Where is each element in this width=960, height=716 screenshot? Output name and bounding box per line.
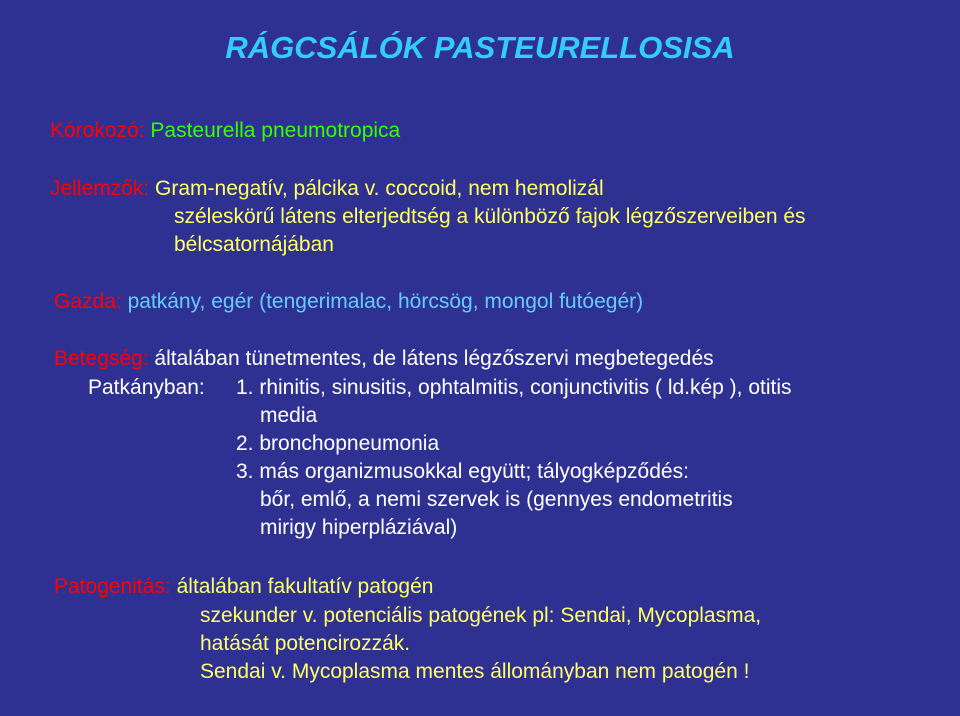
jellemzok-line-1 (50, 176, 604, 202)
betegseg-item-1-cont: media (260, 404, 318, 427)
betegseg-item-3-cont-2: mirigy hiperpláziával) (260, 516, 458, 539)
gazda-label: Gazda: (54, 290, 122, 313)
patogenitas-text-1: általában fakultatív patogén (176, 575, 434, 598)
gazda-line (54, 289, 643, 315)
korokozo-label: Kórokozó: (50, 119, 145, 142)
patogenitas-text-4: Sendai v. Mycoplasma mentes állományban nem patogén ! (200, 660, 750, 683)
patogenitas-text-3: hatását potencirozzák. (200, 632, 411, 655)
patogenitas-line-1 (54, 574, 433, 600)
betegseg-item-2: 2. bronchopneumonia (236, 432, 440, 455)
jellemzok-text-3: bélcsatornájában (174, 233, 334, 256)
betegseg-item-3-cont-1: bőr, emlő, a nemi szervek is (gennyes endometritis (260, 488, 733, 511)
betegseg-line (54, 346, 714, 372)
betegseg-item-1: 1. rhinitis, sinusitis, ophtalmitis, conjunctivitis ( ld.kép ), otitis (236, 376, 792, 399)
korokozo-value: Pasteurella pneumotropica (150, 119, 401, 142)
patogenitas-text-2: szekunder v. potenciális patogének pl: Sendai, Mycoplasma, (200, 604, 762, 627)
betegseg-value: általában tünetmentes, de látens légzőszervi megbetegedés (154, 347, 714, 370)
betegseg-item-3: 3. más organizmusokkal együtt; tályogképződés: (236, 460, 689, 483)
slide-title: RÁGCSÁLÓK PASTEURELLOSISA (225, 30, 735, 65)
jellemzok-text-2: széleskörű látens elterjedtség a különböző fajok légzőszerveiben és (174, 205, 806, 228)
jellemzok-label: Jellemzők: (50, 177, 150, 200)
gazda-value: patkány, egér (tengerimalac, hörcsög, mongol futóegér) (127, 290, 644, 313)
jellemzok-text-1: Gram-negatív, pálcika v. coccoid, nem hemolizál (155, 177, 604, 200)
korokozo-line (50, 118, 400, 144)
patkanyban-label: Patkányban: (88, 376, 205, 399)
betegseg-label: Betegség: (54, 347, 149, 370)
patogenitas-label: Patogenitás: (54, 575, 171, 598)
